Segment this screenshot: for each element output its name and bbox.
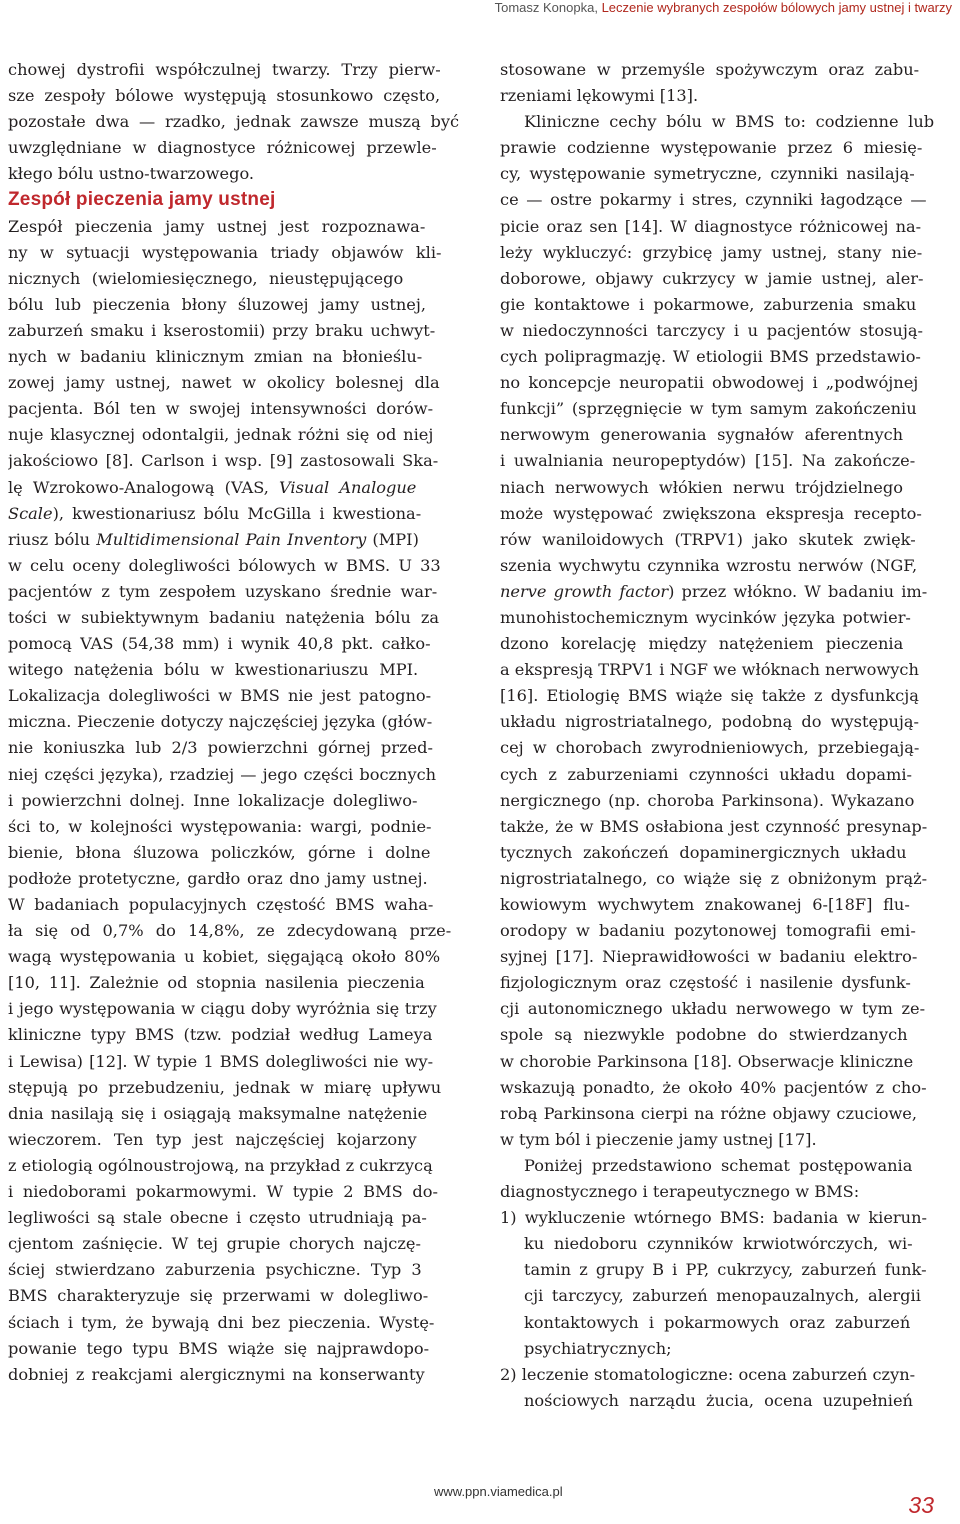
text-line: podłoże protetyczne, gardło oraz dno jamy ustnej.	[8, 868, 428, 888]
text-line: nerwowym generowania sygnałów aferentnych	[500, 425, 904, 445]
text-line: 2) leczenie stomatologiczne: ocena zaburzeń czyn-	[500, 1364, 916, 1384]
text-line: cjentom zaśnięcie. W tej grupie chorych najczę-	[8, 1234, 421, 1254]
text-line: pacjenta. Ból ten w swojej intensywności dorów-	[8, 399, 434, 419]
text-line: ny w sytuacji występowania triady objawów kli-	[8, 242, 442, 262]
text-line: nych w badaniu klinicznym zmian na błonieślu-	[8, 347, 423, 367]
text-line: leży wykluczyć: grzybicę jamy ustnej, stany nie-	[500, 242, 923, 262]
text-line: Poniżej przedstawiono schemat postępowania	[524, 1155, 913, 1175]
text-line: nicznych (wielomiesięcznego, nieustępującego	[8, 268, 404, 288]
left-column	[8, 57, 464, 1388]
text-line: legliwości są stale obecne i często utrudniają pa-	[8, 1208, 427, 1228]
text-line: prawie codzienne występowanie przez 6 miesię-	[500, 138, 923, 158]
text-line: sze zespoły bólowe występują stosunkowo często,	[8, 86, 441, 106]
text-line: ła się od 0,7% do 14,8%, ze zdecydowaną prze-	[8, 921, 452, 941]
text-line: i uwalniania neuropeptydów) [15]. Na zakończe-	[500, 451, 916, 471]
text-line: kowiowym wychwytem znakowanej 6-[18F] flu-	[500, 895, 910, 914]
text-line: a ekspresją TRPV1 i NGF we włóknach nerwowych	[500, 660, 919, 680]
text-line: wagą występowania u kobiet, sięgającą około 80%	[8, 947, 441, 967]
text-line: w celu oceny dolegliwości bólowych w BMS. U 33	[8, 555, 441, 575]
right-column	[500, 57, 956, 1414]
text-line: cji tarczycy, zaburzeń menopauzalnych, alergii	[524, 1286, 921, 1306]
text-line: dnia nasilają się i osiągają maksymalne natężenie	[8, 1103, 428, 1123]
text-line: dobniej z reakcjami alergicznymi na konserwanty	[8, 1364, 425, 1384]
text-line: wskazują ponadto, że około 40% pacjentów z cho-	[500, 1077, 927, 1097]
text-line: orodopy w badaniu pozytonowej tomografii emi-	[500, 921, 916, 941]
footer-url[interactable]: www.ppn.viamedica.pl	[434, 1484, 563, 1499]
text-line: cych polipragmazję. W etiologii BMS przedstawio-	[500, 347, 921, 367]
text-line: z etiologią ogólnoustrojową, na przykład z cukrzycą	[8, 1155, 433, 1175]
text-line: kliniczne typy BMS (tzw. podział według Lameya	[8, 1025, 433, 1045]
text-line: chowej dystrofii współczulnej twarzy. Trzy pierw-	[8, 60, 441, 79]
text-line: gie kontaktowe i pokarmowe, zaburzenia smaku	[500, 294, 917, 314]
text-line: ce — ostre pokarmy i stres, czynniki łagodzące —	[500, 190, 927, 210]
text-line: uwzględniane w diagnostyce różnicowej przewle-	[8, 138, 437, 158]
text-line: ściach i tym, że bywają dni bez pieczenia. Wystę-	[8, 1312, 435, 1332]
text-line: szenia wychwytu czynnika wzrostu nerwów (NGF,	[500, 555, 918, 575]
text-line: spole są niezwykle podobne do stwierdzanych	[500, 1025, 908, 1045]
text-line: munohistochemicznym wycinków języka potwier-	[500, 607, 911, 627]
text-line: bólu lub pieczenia błony śluzowej jamy ustnej,	[8, 294, 427, 314]
text-line: BMS charakteryzuje się przerwami w dolegliwo-	[8, 1286, 429, 1306]
text-line: funkcji” (sprzęgnięcie w tym samym zakończeniu	[500, 399, 917, 419]
text-line: witego natężenia bólu w kwestionariuszu MPI.	[8, 660, 419, 680]
text-line: rów waniloidowych (TRPV1) jako skutek zwięk-	[500, 529, 916, 549]
text-line: stosowane w przemyśle spożywczym oraz zabu-	[500, 60, 920, 79]
text-line: zowej jamy ustnej, nawet w okolicy bolesnej dla	[8, 373, 440, 393]
text-line: tycznych zakończeń dopaminergicznych układu	[500, 842, 907, 862]
text-line: rzeniami lękowymi [13].	[500, 86, 699, 106]
text-line: powanie tego typu BMS wiąże się najprawdopo-	[8, 1338, 430, 1358]
text-line: pomocą VAS (54,38 mm) i wynik 40,8 pkt. całko-	[8, 634, 431, 654]
text-line: ku niedoboru czynników krwiotwórczych, wi-	[524, 1234, 913, 1254]
text-line: jakościowo [8]. Carlson i wsp. [9] zastosowali Ska-	[8, 451, 439, 471]
text-line: miczna. Pieczenie dotyczy najczęściej języka (głów-	[8, 712, 433, 732]
text-line: zaburzeń smaku i kserostomii) przy braku uchwyt-	[8, 320, 436, 340]
text-line: i powierzchni dolnej. Inne lokalizacje dolegliwo-	[8, 790, 418, 810]
text-line: tamin z grupy B i PP, cukrzycy, zaburzeń funk-	[524, 1260, 927, 1280]
text-line: i niedoborami pokarmowymi. W typie 2 BMS do-	[8, 1182, 438, 1202]
text-line: nergicznego (np. choroba Parkinsona). Wykazano	[500, 790, 915, 810]
header-title: Leczenie wybranych zespołów bólowych jamy ustnej i twarzy	[601, 0, 952, 15]
text-line: w niedoczynności tarczycy i u pacjentów stosują-	[500, 320, 923, 340]
text-line: pacjentów z tym zespołem uzyskano średnie war-	[8, 581, 438, 601]
text-line: nigrostriatalnego, co wiąże się z obniżonym prąż-	[500, 868, 928, 888]
text-line: może występować zwiększona ekspresja recepto-	[500, 503, 922, 523]
text-line: nościowych narządu żucia, ocena uzupełnień	[524, 1390, 913, 1410]
text-line: bienie, błona śluzowa policzków, górne i dolne	[8, 842, 431, 862]
text-line: cej w chorobach zwyrodnieniowych, przebiegają-	[500, 738, 920, 758]
text-line: fizjologicznym oraz częstość i nasilenie dysfunk-	[500, 973, 911, 993]
section-heading: Zespół pieczenia jamy ustnej	[8, 189, 276, 211]
text-line: i Lewisa) [12]. W typie 1 BMS dolegliwości nie wy-	[8, 1051, 434, 1071]
text-line: picie oraz sen [14]. W diagnostyce różnicowej na-	[500, 216, 922, 236]
text-line: cych z zaburzeniami czynności układu dopami-	[500, 764, 912, 784]
text-line: no koncepcje neuropatii obwodowej i „podwójnej	[500, 373, 919, 393]
text-line: układu nigrostriatalnego, podobną do występują-	[500, 712, 920, 732]
text-line: w chorobie Parkinsona [18]. Obserwacje kliniczne	[500, 1051, 914, 1071]
text-line: cy, występowanie symetryczne, czynniki nasilają-	[500, 164, 915, 184]
text-line: niach nerwowych włókien nerwu trójdzielnego	[500, 477, 903, 497]
text-line: nuje klasycznej odontalgii, jednak różni się od niej	[8, 425, 434, 445]
text-line: wieczorem. Ten typ jest najczęściej kojarzony	[8, 1129, 417, 1149]
text-line: cji autonomicznego układu nerwowego w tym ze-	[500, 999, 926, 1019]
header-author: Tomasz Konopka,	[494, 0, 602, 15]
text-line: Scale), kwestionariusz bólu McGilla i kwestiona-	[8, 503, 422, 523]
text-line: Lokalizacja dolegliwości w BMS nie jest patogno-	[8, 686, 432, 706]
text-line: ści to, w kolejności występowania: wargi, podnie-	[8, 816, 432, 836]
text-line: [10, 11]. Zależnie od stopnia nasilenia pieczenia	[8, 973, 425, 993]
text-line: w tym ból i pieczenie jamy ustnej [17].	[500, 1129, 817, 1149]
text-line: Kliniczne cechy bólu w BMS to: codzienne lub	[524, 112, 935, 132]
page-number: 33	[908, 1492, 934, 1518]
text-line: nerve growth factor) przez włókno. W badaniu im-	[500, 581, 928, 601]
text-line: syjnej [17]. Nieprawidłowości w badaniu elektro-	[500, 947, 918, 967]
text-line: kłego bólu ustno-twarzowego.	[8, 164, 255, 184]
text-line: [16]. Etiologię BMS wiąże się także z dysfunkcją	[500, 686, 919, 706]
text-line: ściej stwierdzano zaburzenia psychiczne. Typ 3	[8, 1260, 422, 1280]
text-line: lę Wzrokowo-Analogową (VAS, Visual Analogue	[8, 477, 417, 497]
text-line: nie koniuszka lub 2/3 powierzchni górnej przed-	[8, 738, 433, 758]
text-line: Zespół pieczenia jamy ustnej jest rozpoznawa-	[8, 216, 426, 236]
text-line: pozostałe dwa — rzadko, jednak zawsze muszą być	[8, 112, 460, 132]
text-line: diagnostycznego i terapeutycznego w BMS:	[500, 1182, 860, 1202]
text-line: W badaniach populacyjnych częstość BMS waha-	[8, 895, 434, 914]
text-line: doborowe, objawy cukrzycy w jamie ustnej, aler-	[500, 268, 924, 288]
text-line: dzono korelację między natężeniem pieczenia	[500, 634, 904, 654]
text-line: i jego występowania w ciągu doby wyróżnia się trzy	[8, 999, 437, 1019]
text-line: także, że w BMS osłabiona jest czynność presynap-	[500, 816, 928, 836]
text-line: stępują po przebudzeniu, jednak w miarę upływu	[8, 1077, 442, 1097]
text-line: niej części języka), rzadziej — jego części bocznych	[8, 764, 437, 784]
running-header	[495, 0, 952, 16]
text-line: tości w subiektywnym badaniu natężenia bólu za	[8, 607, 440, 627]
text-line: 1) wykluczenie wtórnego BMS: badania w kierun-	[500, 1208, 927, 1228]
text-line: psychiatrycznych;	[524, 1338, 672, 1358]
text-line: robą Parkinsona cierpi na różne objawy czuciowe,	[500, 1103, 918, 1123]
text-line: riusz bólu Multidimensional Pain Inventory (MPI)	[8, 529, 419, 549]
text-line: kontaktowych i pokarmowych oraz zaburzeń	[524, 1312, 911, 1332]
